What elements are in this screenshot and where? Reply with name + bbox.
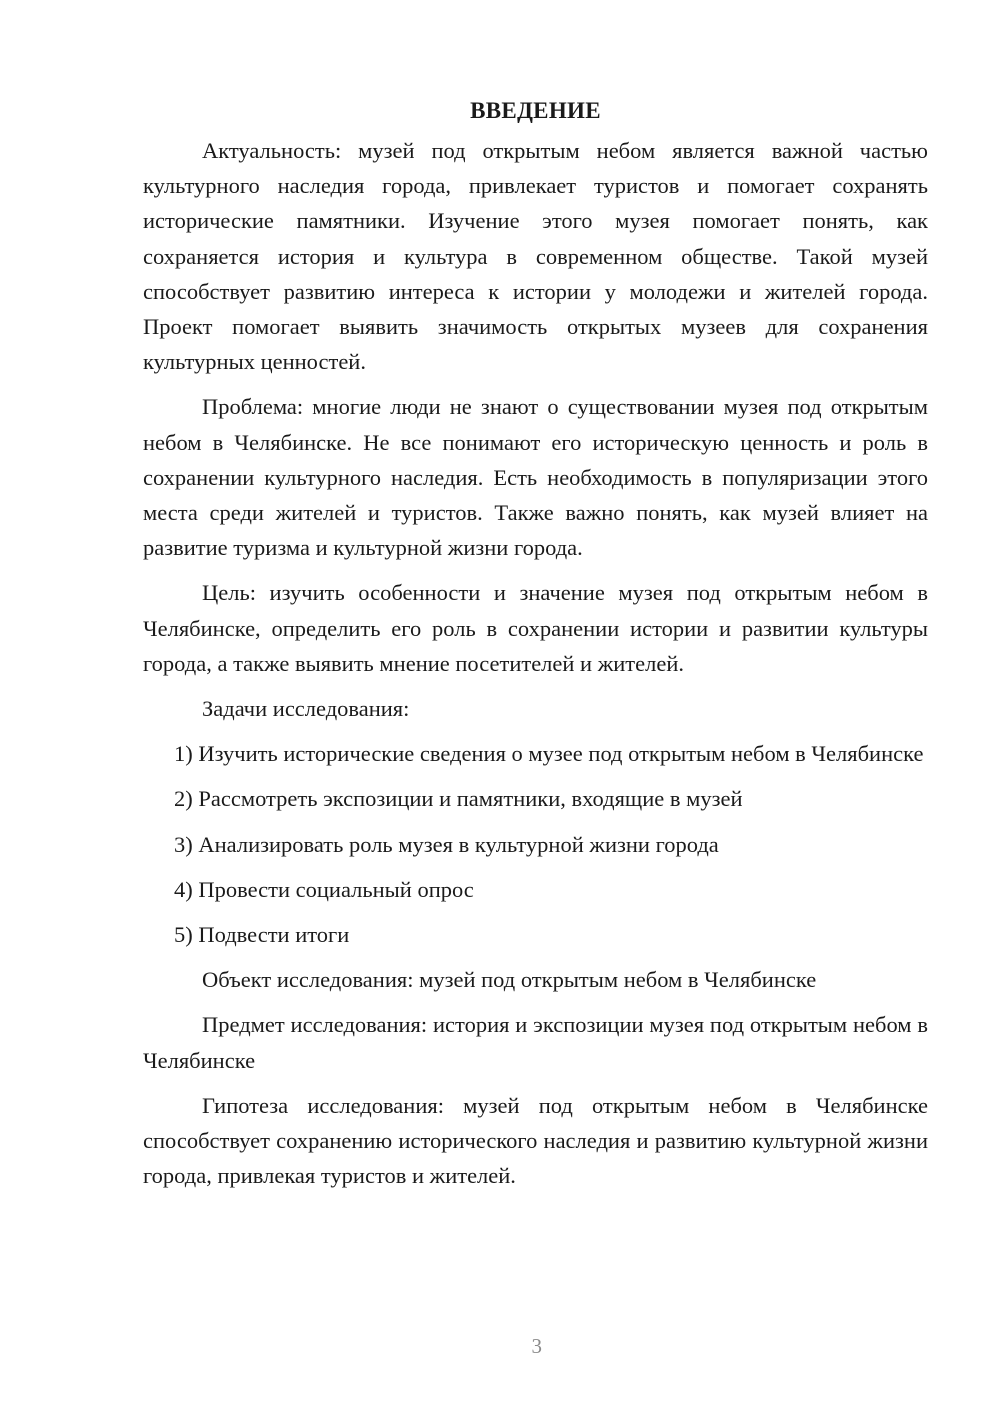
paragraph-hypothesis: Гипотеза исследования: музей под открытым небом в Челябинске способствует сохранению исторического наследия и развитию культурной жизни города, привлекая туристов и жителей.	[143, 1092, 928, 1189]
task-item: 5) Подвести итоги	[174, 922, 350, 948]
page-number-footer	[0, 1332, 1000, 1360]
page-content	[143, 93, 928, 1203]
paragraph-goal: Цель: изучить особенности и значение музея под открытым небом в Челябинске, определить его роль в сохранении истории и развитии культуры города, а также выявить мнение посетителей и жителей.	[143, 580, 928, 676]
section-title: ВВЕДЕНИЕ	[470, 98, 601, 123]
task-item: 4) Провести социальный опрос	[174, 876, 474, 902]
task-item: 2) Рассмотреть экспозиции и памятники, входящие в музей	[174, 786, 743, 812]
tasks-list	[143, 736, 928, 952]
task-item: 1) Изучить исторические сведения о музее под открытым небом в Челябинске	[174, 741, 924, 767]
paragraph-relevance: Актуальность: музей под открытым небом является важной частью культурного наследия города, привлекает туристов и помогает сохранять исторические памятники. Изучение этого музея помогает понять, как сохраняется история и культура в современном обществе. Такой музей способствует развитию интереса к истории у молодежи и жителей города. Проект помогает выявить значимость открытых музеев для сохранения культурных ценностей.	[143, 138, 928, 375]
paragraph-object: Объект исследования: музей под открытым небом в Челябинске	[202, 967, 817, 993]
task-item: 3) Анализировать роль музея в культурной жизни города	[174, 831, 719, 857]
paragraph-subject: Предмет исследования: история и экспозиции музея под открытым небом в Челябинске	[143, 1012, 928, 1073]
tasks-heading: Задачи исследования:	[202, 696, 410, 722]
page-number: 3	[531, 1334, 543, 1358]
paragraph-problem: Проблема: многие люди не знают о существовании музея под открытым небом в Челябинске. Не все понимают его историческую ценность и роль в сохранении культурного наследия. Есть необходимость в популяризации этого места среди жителей и туристов. Также важно понять, как музей влияет на развитие туризма и культурной жизни города.	[143, 394, 928, 561]
